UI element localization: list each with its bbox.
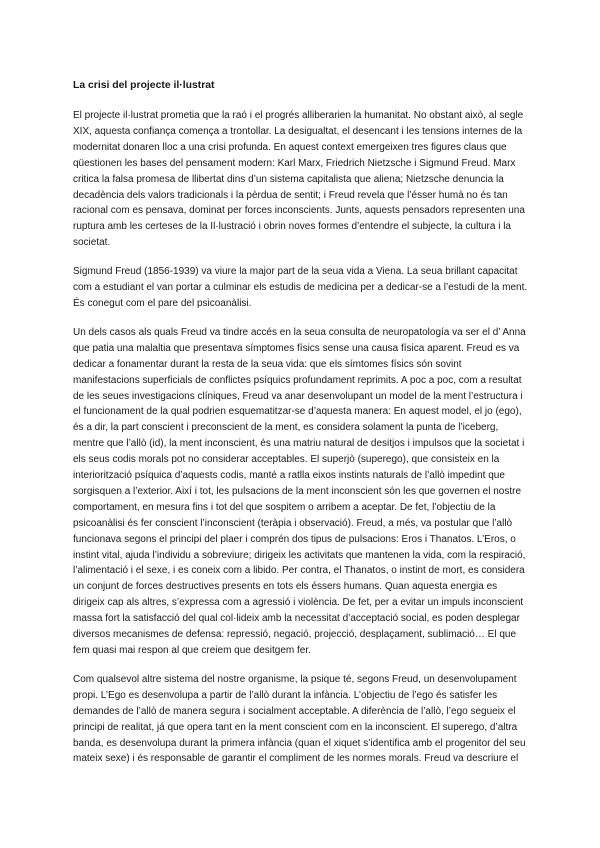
paragraph-freud-model: Un dels casos als quals Freud va tindre accés en la seua consulta de neuropatología va ser el d’ Anna que patia una malaltia que presentava símptomes físics sense una causa física aparent. Freud es va dedicar a fonamentar durant la resta de la seua vida: que els símtomes físics són sovint manifestacions superficials de conflictes psíquics profundament reprimits. A poc a poc, com a resultat de les seues investigacions clíniques, Freud va anar desenvolupant un model de la ment l’estructura i el funcionament de la qual podrien esquematitzar-se d’aquesta manera: En aquest model, el jo (ego), és a dir, la part conscient i preconscient de la ment, es considera solament la punta de l’iceberg, mentre que l’allò (id), la ment inconscient, és una matriu natural de desitjos i impulsos que la societat i els seus codis morals pot no considerar acceptables. El superjò (superego), que consisteix en la interiorització psíquica d’aquests codis, manté a ratlla eixos instints naturals de l’allò impedint que sorgisquen a l’exterior. Així i tot, les pulsacions de la ment inconscient són les que governen el nostre comportament, en mesura fins i tot del que sospitem o arribem a aceptar. De fet, l’objectiu de la psicoanàlisi és fer conscient l’inconscient (teràpia i observació). Freud, a més, va postular que l’allò funcionava segons el principi del plaer i comprén dos tipus de pulsacions: Eros i Thanatos. L’Eros, o instint vital, ajuda l’individu a sobreviure; dirigeix les activitats que mantenen la vida, com la respiració, l’alimentació i el sexe, i es coneix com a libido. Per contra, el Thanatos, o instint de mort, es considera un conjunt de forces destructives presents en tots els éssers humans. Quan aquesta energia es dirigeix cap als altres, s’expressa com a agressió i violència. De fet, per a evitar un impuls inconscient massa fort la satisfacció del qual col·lideix amb la necessitat d’acceptació social, es poden desplegar diversos mecanismes de defensa: repressió, negació, projecció, desplaçament, sublimació… El que fem quasi mai respon al que creiem que desitgem fer. (73, 326, 526, 656)
paragraph-freud-bio: Sigmund Freud (1856-1939) va viure la major part de la seua vida a Viena. La seua brillant capacitat com a estudiant el van portar a culminar els estudis de medicina per a dedicar-se a l’estudi de la ment. És conegut com el pare del psicoanàlisi. (73, 266, 528, 309)
document-page (73, 78, 530, 780)
document-title: La crisi del projecte il·lustrat (73, 80, 215, 91)
paragraph-psyche-development: Com qualsevol altre sistema del nostre organisme, la psique té, segons Freud, un desenvolupament propi. L’Ego es desenvolupa a partir de l’allò durant la infància. L’objectiu de l’ego és satisfer les demandes de l’allò de manera segura i socialment acceptable. A diferència de l’allò, l’ego segueix el principi de realitat, já que opera tant en la ment conscient com en la inconscient. El superego, d’altra banda, es desenvolupa durant la primera infància (quan el xiquet s’identifica amb el progenitor del seu mateix sexe) i és responsable de garantir el compliment de les normes morals. Freud va descriure el (73, 673, 526, 765)
paragraph-intro: El projecte il·lustrat prometia que la raó i el progrés alliberarien la humanitat. No obstant això, al segle XIX, aquesta confiança comença a trontollar. La desigualtat, el desencant i les tensions internes de la modernitat donaren lloc a una crisi profunda. En aquest context emergeixen tres figures claus que qüestionen les bases del pensament modern: Karl Marx, Friedrich Nietzsche i Sigmund Freud. Marx critica la falsa promesa de llibertat dins d’un sistema capitalista que aliena; Nietzsche denuncia la decadència dels valors tradicionals i la pèrdua de sentit; i Freud revela que l’ésser humà no és tan racional com es pensava, dominat per forces inconscients. Junts, aquests pensadors representen una ruptura amb les certeses de la Il·lustració i obrin noves formes d’entendre el subjecte, la cultura i la societat. (73, 110, 525, 249)
